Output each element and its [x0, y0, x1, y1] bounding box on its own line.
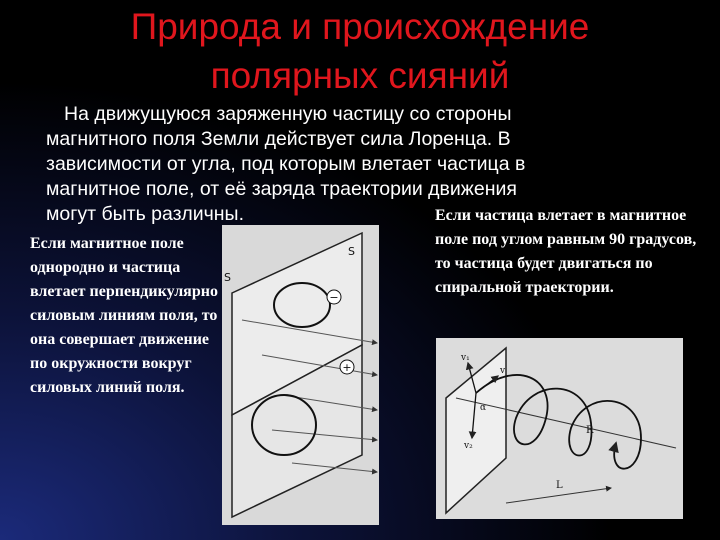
spiral-motion-caption: Если частица влетает в магнитное поле под углом равным 90 градусов, то частица будет двигаться по спиральной траектории.	[435, 207, 697, 296]
v2-label: v₂	[464, 441, 473, 451]
spiral-motion-figure	[436, 338, 683, 519]
circular-motion-figure	[222, 225, 379, 525]
title-line-1: Природа и происхождение	[130, 6, 590, 47]
circular-motion-caption: Если магнитное поле однородно и частица влетает перпендикулярно силовым линиям поля, то она совершает движение по окружности вокруг силовых линий поля.	[30, 235, 218, 396]
intro-line-5: могут быть различны.	[46, 203, 244, 225]
plus-charge-label: +	[342, 361, 352, 374]
v1-label: v₁	[461, 353, 470, 363]
intro-line-4: магнитное поле, от её заряда траектории движения	[46, 178, 517, 200]
intro-line-2: магнитного поля Земли действует сила Лоренца. В	[46, 128, 511, 150]
intro-line-1: На движущуюся заряженную частицу со стороны	[64, 103, 512, 125]
title-line-2: полярных сияний	[210, 55, 510, 96]
top-s-label: S	[348, 245, 355, 258]
slide-title	[40, 2, 680, 100]
intro-line-3: зависимости от угла, под которым влетает частица в	[46, 153, 526, 175]
v-label: v	[500, 366, 506, 376]
alpha-label: α	[480, 403, 487, 413]
left-s-label: S	[224, 271, 231, 284]
minus-charge-label: −	[329, 291, 339, 304]
r-label: R	[586, 425, 594, 436]
l-label: L	[556, 480, 563, 491]
